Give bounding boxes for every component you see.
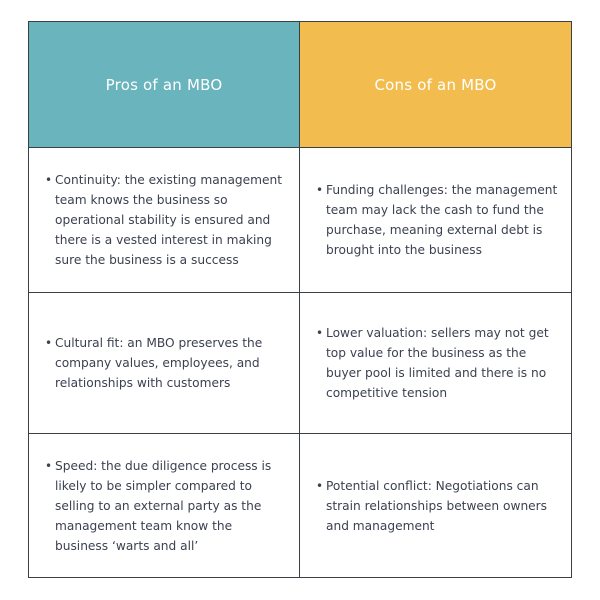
con-text: Funding challenges: the management team may lack the cash to fund the purchase, meaning external debt is brought into the business [326,183,558,257]
list-item [45,456,287,556]
bullet-icon: • [316,478,324,493]
con-cell-funding [300,148,571,293]
bullet-icon: • [316,183,324,197]
pro-cell-speed [29,434,300,577]
bullet-icon: • [45,458,53,473]
pro-text: Speed: the due diligence process is likely to be simpler compared to selling to an external party as the management team know the business ‘warts and all’ [55,458,272,553]
bullet-icon: • [316,326,324,340]
cons-header [300,22,571,148]
list-item [45,170,287,270]
bullet-icon: • [45,173,53,187]
list-item [316,476,559,536]
pro-cell-cultural-fit [29,293,300,434]
pros-header-label: Pros of an MBO [105,75,223,94]
pro-text: Cultural fit: an MBO preserves the company values, employees, and relationships with customers [55,336,263,390]
pros-header [29,22,300,148]
con-cell-potential-conflict [300,434,571,577]
con-text: Lower valuation: sellers may not get top value for the business as the buyer pool is limited and there is no competitive tension [326,326,549,400]
bullet-icon: • [45,336,53,350]
list-item [316,180,559,260]
con-cell-lower-valuation [300,293,571,434]
pro-cell-continuity [29,148,300,293]
cons-header-label: Cons of an MBO [374,75,497,94]
pros-cons-table [28,21,572,578]
pro-text: Continuity: the existing management team knows the business so operational stability is ensured and there is a vested interest in making sure the business is a success [55,173,283,267]
con-text: Potential conflict: Negotiations can strain relationships between owners and management [326,478,548,533]
list-item [316,323,559,403]
list-item [45,333,287,393]
